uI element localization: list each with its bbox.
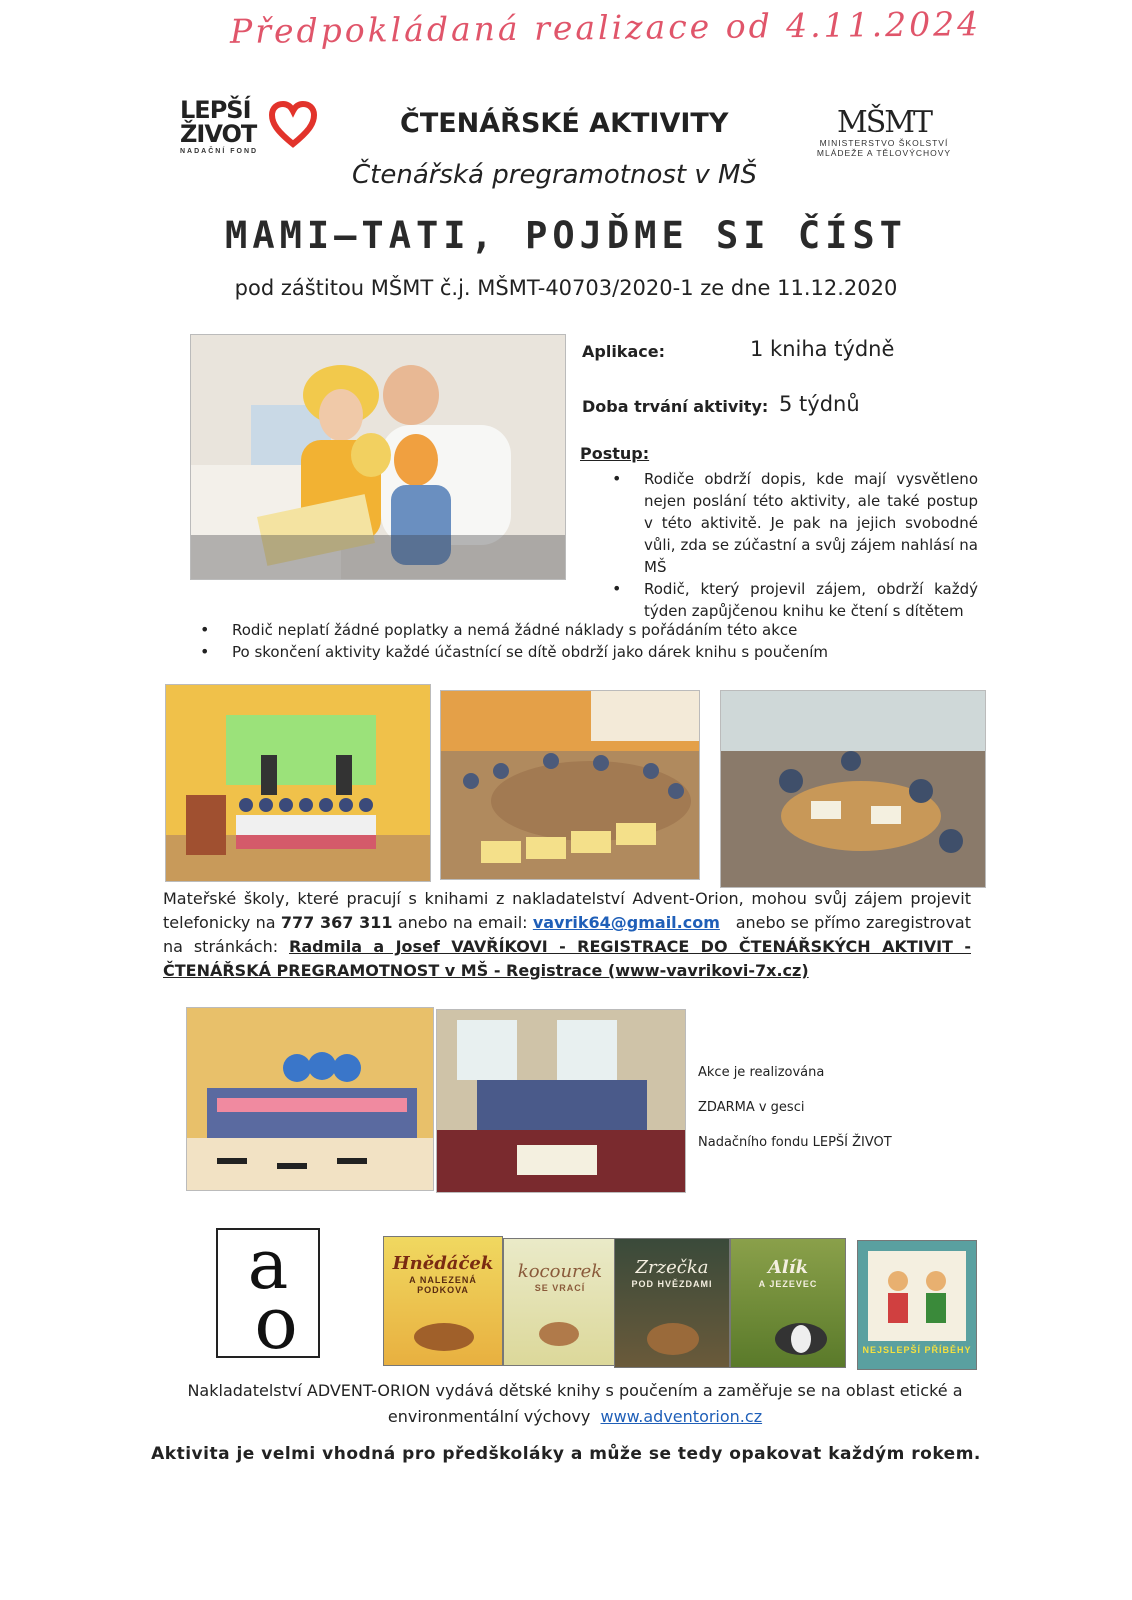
msmt-mark: MŠMT (837, 105, 931, 140)
svg-text:a: a (247, 1230, 289, 1305)
contact-text3: anebo se přímo zaregistrovat na stránkách: (163, 913, 971, 956)
classroom-group-photo (165, 684, 431, 882)
book-subtitle: SE VRACÍ (534, 1283, 586, 1293)
contact-text1: Mateřské školy, které pracují s knihami z nakladatelství Advent-Orion, mohou svůj zájem projevit telefonicky na (163, 889, 971, 932)
list-item: • Rodiče obdrží dopis, kde mají vysvětleno nejen poslání této aktivity, ale také postup v této aktivitě. Je pak na jejich svobodné vůli, zda se zúčastní a svůj zájem nahlásí na MŠ (610, 468, 978, 578)
family-reading-photo (190, 334, 566, 580)
reading-circle-photo (440, 690, 700, 880)
class-books-photo (436, 1009, 686, 1193)
book-title: kocourek (517, 1261, 603, 1282)
msmt-name-line1: MINISTERSTVO ŠKOLSTVÍ (819, 138, 949, 148)
msmt-name-line2: MLÁDEŽE A TĚLOVÝCHOVY (816, 148, 952, 158)
side-note-line1: Akce je realizována (698, 1065, 825, 1080)
list-item: • Rodič neplatí žádné poplatky a nemá žádné náklady s pořádáním této akce (198, 619, 898, 641)
side-note-line3: Nadačního fondu LEPŠÍ ŽIVOT (698, 1135, 892, 1150)
patronage-line: pod záštitou MŠMT č.j. MŠMT-40703/2020-1 ze dne 11.12.2020 (234, 276, 898, 300)
book-title: Alík (767, 1257, 809, 1278)
book-cover-kocourek (503, 1238, 617, 1366)
website-link[interactable]: www.adventorion.cz (600, 1407, 763, 1426)
book-cover-zrzecka (614, 1238, 730, 1368)
advent-orion-logo (216, 1228, 320, 1358)
procedure-list (610, 468, 978, 622)
page-title: ČTENÁŘSKÉ AKTIVITY (400, 108, 729, 139)
publisher-paragraph (160, 1378, 990, 1430)
book-title: Zrzečka (635, 1257, 709, 1278)
extra-list (198, 619, 898, 663)
handwritten-date-note: Předpokládaná realizace od 4.11.2024 (229, 4, 982, 51)
logo-line2: ŽIVOT (180, 120, 257, 148)
side-note-line2: ZDARMA v gesci (698, 1100, 805, 1115)
page-subtitle: Čtenářská pregramotnost v MŠ (352, 160, 757, 190)
list-item: • Po skončení aktivity každé účastnící se dítě obdrží jako dárek knihu s poučením (198, 641, 898, 663)
contact-text2: anebo na email: (397, 913, 528, 932)
book-cover-alik (730, 1238, 846, 1368)
book-subtitle: NEJSLEPŠÍ PŘÍBĚHY (862, 1345, 972, 1355)
procedure-label: Postup: (580, 444, 650, 463)
table-reading-photo (720, 690, 986, 888)
book-cover-nejlepsi-pribehy (857, 1240, 977, 1370)
lepsi-zivot-logo (180, 98, 320, 164)
contact-phone: 777 367 311 (280, 913, 393, 932)
msmt-logo (804, 105, 964, 158)
publisher-text: Nakladatelství ADVENT-ORION vydává dětské knihy s poučením a zaměřuje se na oblast etické a environmentální výchovy (187, 1381, 963, 1426)
application-value: 1 kniha týdně (750, 337, 895, 361)
book-cover-hnedacek (383, 1236, 503, 1366)
list-item: • Rodič, který projevil zájem, obdrží každý týden zapůjčenou knihu ke čtení s dítětem (610, 578, 978, 622)
duration-value: 5 týdnů (779, 392, 860, 416)
logo-sub: NADAČNÍ FOND (180, 148, 259, 155)
registration-link[interactable]: Radmila a Josef VAVŘÍKOVI - REGISTRACE DO ČTENÁŘSKÝCH AKTIVIT - ČTENÁŘSKÁ PREGRAMOTNOST v MŠ - Registrace (www-vavrikovi-7x.cz) (163, 937, 971, 980)
email-link[interactable]: vavrik64@gmail.com (532, 913, 720, 932)
svg-text:o: o (254, 1281, 298, 1356)
application-label: Aplikace: (582, 342, 665, 361)
main-title: MAMI–TATI, POJĎME SI ČÍST (225, 214, 907, 257)
logo-line1: LEPŠÍ (180, 96, 251, 124)
book-title: Hnědáček (392, 1253, 494, 1274)
book-subtitle: A JEZEVEC (758, 1279, 818, 1289)
book-subtitle: POD HVĚZDAMI (631, 1279, 713, 1289)
gym-group-photo (186, 1007, 434, 1191)
book-subtitle: A NALEZENÁ PODKOVA (409, 1275, 477, 1295)
closing-line: Aktivita je velmi vhodná pro předškoláky a může se tedy opakovat každým rokem. (151, 1444, 981, 1464)
duration-label: Doba trvání aktivity: (582, 397, 769, 416)
contact-paragraph (163, 887, 971, 983)
heart-icon (268, 100, 318, 148)
